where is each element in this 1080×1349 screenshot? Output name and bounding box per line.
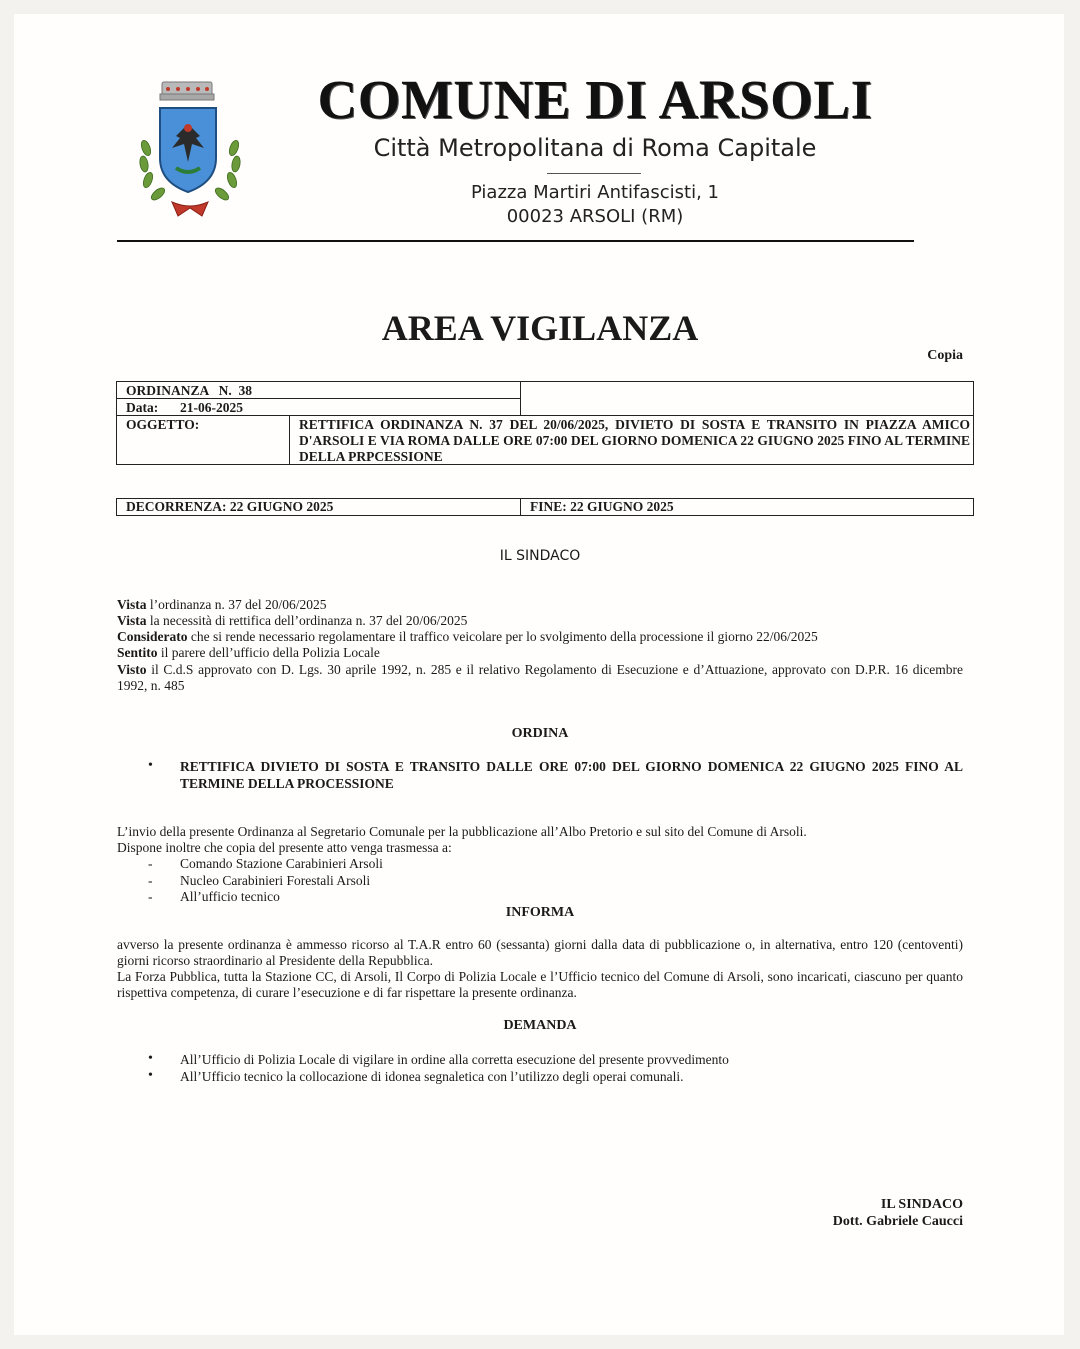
ordinance-date-label: Data: (126, 400, 159, 415)
ordinance-date-value: 21-06-2025 (180, 400, 243, 415)
bullet-icon: • (148, 758, 153, 773)
premise-4: Sentito il parere dell’ufficio della Polizia Locale (117, 645, 380, 660)
enforcement-text: La Forza Pubblica, tutta la Stazione CC, di Arsoli, Il Corpo di Polizia Locale e l’Ufficio tecnico del Comune di Arsoli, sono incaricati, ciascuno per quanto rispettiva competenza, di curare l’esecuzione e di far rispettare la presente ordinanza. (117, 969, 963, 1001)
recipient-1: Comando Stazione Carabinieri Arsoli (180, 856, 383, 871)
ordina-item: RETTIFICA DIVIETO DI SOSTA E TRANSITO DALLE ORE 07:00 DEL GIORNO DOMENICA 22 GIUGNO 2025 FINO AL TERMINE DELLA PROCESSIONE (180, 759, 963, 791)
dash-icon: - (148, 889, 153, 904)
dash-icon: - (148, 873, 153, 888)
copy-label: Copia (927, 348, 963, 363)
recipient-2: Nucleo Carabinieri Forestali Arsoli (180, 873, 371, 888)
publication-note: L’invio della presente Ordinanza al Segretario Comunale per la pubblicazione all’Albo Pretorio e sul sito del Comune di Arsoli. (117, 824, 807, 839)
premise-3: Considerato che si rende necessario regolamentare il traffico veicolare per lo svolgimento della processione il giorno 22/06/2025 (117, 629, 818, 644)
subject-label: OGGETTO: (126, 417, 200, 432)
dash-icon: - (148, 856, 153, 871)
municipality-title: COMUNE DI ARSOLI (317, 69, 873, 130)
coat-of-arms-icon (132, 78, 248, 220)
ordina-heading: ORDINA (511, 726, 569, 741)
premise-2: Vista la necessità di rettifica dell’ordinanza n. 37 del 20/06/2025 (117, 613, 468, 628)
demanda-item-1: All’Ufficio di Polizia Locale di vigilare in ordine alla corretta esecuzione del presente provvedimento (180, 1052, 729, 1067)
area-title: AREA VIGILANZA (381, 308, 699, 348)
bullet-icon: • (148, 1051, 153, 1066)
appeal-text: avverso la presente ordinanza è ammesso ricorso al T.A.R entro 60 (sessanta) giorni dalla data di pubblicazione o, in alternativa, entro 120 (centoventi) giorni ricorso straordinario al Presidente della Repubblica. (117, 937, 963, 969)
premise-1: Vista l’ordinanza n. 37 del 20/06/2025 (117, 597, 327, 612)
header-divider (117, 240, 914, 242)
transmission-note: Dispone inoltre che copia del presente atto venga trasmessa a: (117, 840, 452, 855)
signature-role: IL SINDACO (880, 1197, 963, 1212)
demanda-heading: DEMANDA (503, 1018, 577, 1033)
municipality-subtitle: Città Metropolitana di Roma Capitale (373, 134, 817, 162)
premise-5: Visto il C.d.S approvato con D. Lgs. 30 aprile 1992, n. 285 e il relativo Regolamento di Esecuzione e d’Attuazione, approvato con D.P.R. 16 dicembre 1992, n. 485 (117, 662, 963, 694)
bullet-icon: • (148, 1068, 153, 1083)
recipient-3: All’ufficio tecnico (180, 889, 280, 904)
period-table (116, 498, 974, 516)
signature-name: Dott. Gabriele Caucci (832, 1214, 963, 1229)
end-date: FINE: 22 GIUGNO 2025 (530, 499, 674, 514)
start-date: DECORRENZA: 22 GIUGNO 2025 (126, 499, 334, 514)
mayor-heading: IL SINDACO (499, 548, 581, 564)
demanda-item-2: All’Ufficio tecnico la collocazione di idonea segnaletica con l’utilizzo degli operai comunali. (180, 1069, 684, 1084)
ordinance-table (116, 381, 974, 465)
header-divider-short (547, 173, 641, 174)
ordinance-number: ORDINANZA N. 38 (126, 383, 253, 398)
address-line-1: Piazza Martiri Antifascisti, 1 (470, 182, 720, 203)
informa-heading: INFORMA (505, 905, 575, 920)
address-line-2: 00023 ARSOLI (RM) (506, 206, 684, 227)
subject-text: RETTIFICA ORDINANZA N. 37 DEL 20/06/2025, DIVIETO DI SOSTA E TRANSITO IN PIAZZA AMICO D'ARSOLI E VIA ROMA DALLE ORE 07:00 DEL GIORNO DOMENICA 22 GIUGNO 2025 FINO AL TERMINE DELLA PRPCESSIONE (299, 417, 970, 464)
